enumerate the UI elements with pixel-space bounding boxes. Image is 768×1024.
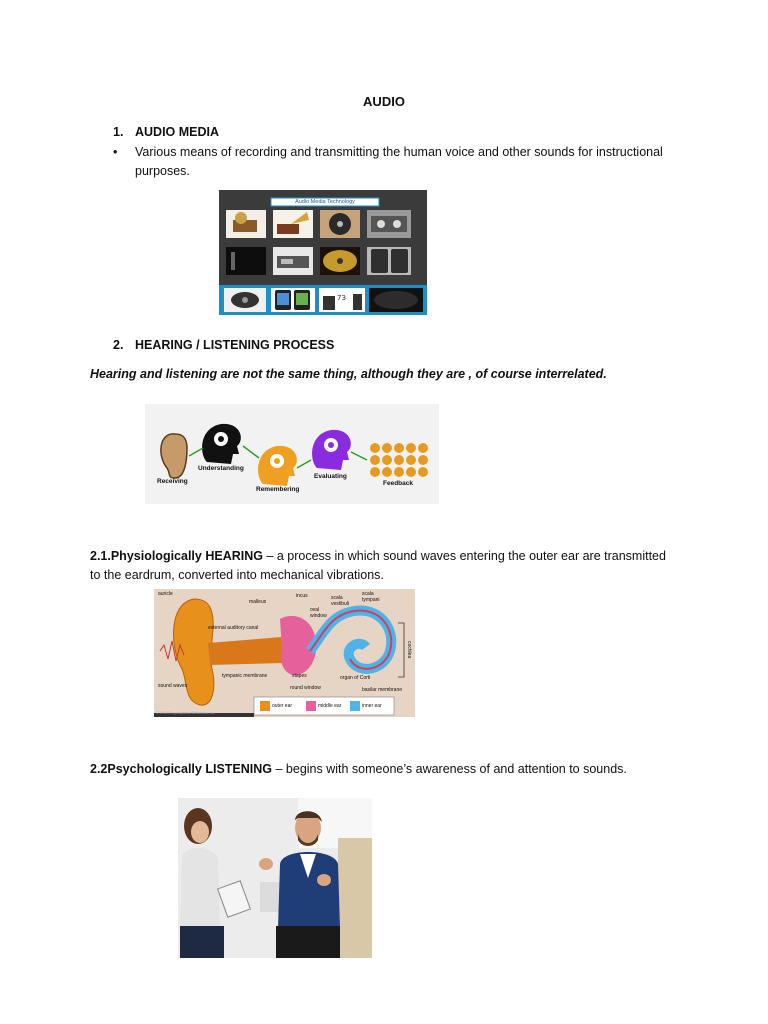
label-evaluating: Evaluating — [314, 473, 347, 480]
audio-media-collage — [219, 190, 427, 315]
label-external-auditory-canal: external auditory canal — [208, 625, 259, 631]
section-2-1-text-cont: to the eardrum, converted into mechanical vibrations. — [90, 568, 384, 582]
label-sound-waves: sound waves — [158, 683, 188, 689]
label-oval-window: oval window — [310, 607, 327, 619]
page-title: AUDIO — [363, 94, 405, 109]
section-1-bullet — [113, 143, 713, 162]
section-2-2-text: – begins with someone’s awareness of and attention to sounds. — [272, 762, 627, 776]
legend-outer-ear-swatch — [260, 701, 270, 711]
label-tympanic-membrane: tympanic membrane — [222, 673, 268, 679]
section-1-heading — [113, 125, 219, 139]
legend-middle-ear: middle ear — [318, 703, 342, 709]
legend-inner-ear: inner ear — [362, 703, 382, 709]
section-2-1-text: – a process in which sound waves entering the outer ear are transmitted — [262, 549, 666, 563]
legend-middle-ear-swatch — [306, 701, 316, 711]
label-remembering: Remembering — [256, 486, 300, 493]
label-feedback: Feedback — [383, 480, 413, 487]
copyright-text: © 2013 Encyclopaedia Britannica, Inc. — [156, 711, 216, 715]
section-2-2-paragraph — [90, 760, 710, 779]
section-2-number: 2. — [113, 338, 124, 352]
section-2-statement: Hearing and listening are not the same thing, although they are , of course interrelated. — [90, 367, 607, 381]
label-incus: incus — [296, 593, 308, 599]
label-stapes: stapes — [292, 673, 307, 679]
label-round-window: round window — [290, 685, 321, 691]
label-auricle: auricle — [158, 591, 173, 597]
label-cochlea: cochlea — [406, 641, 412, 659]
label-receiving: Receiving — [157, 478, 188, 485]
listening-photo-graphic — [178, 798, 372, 958]
section-1-bullet-cont: purposes. — [135, 164, 190, 178]
legend-inner-ear-swatch — [350, 701, 360, 711]
section-2-title: HEARING / LISTENING PROCESS — [135, 338, 335, 352]
label-scala-tympani: scala tympani — [362, 591, 380, 603]
listening-photo — [178, 798, 372, 958]
section-1-title: AUDIO MEDIA — [135, 125, 220, 139]
label-understanding: Understanding — [198, 465, 244, 472]
label-basilar-membrane: basilar membrane — [362, 687, 403, 693]
ear-icon — [161, 434, 187, 478]
ear-anatomy-diagram — [154, 589, 415, 717]
collage-tile-text: 73 — [337, 294, 346, 302]
label-scala-vestibuli: scala vestibuli — [331, 595, 350, 607]
section-2-1-heading: 2.1.Physiologically HEARING — [90, 549, 263, 563]
label-malleus: malleus — [249, 599, 267, 605]
ear-anatomy-graphic — [154, 589, 415, 717]
listening-process-diagram — [145, 404, 439, 504]
feedback-faces-icon — [370, 443, 428, 477]
section-2-1-paragraph — [90, 547, 710, 566]
bullet-icon: • — [113, 145, 118, 159]
legend-outer-ear: outer ear — [272, 703, 293, 709]
section-1-number: 1. — [113, 125, 124, 139]
label-organ-of-corti: organ of Corti — [340, 675, 371, 681]
section-1-bullet-text: Various means of recording and transmitting the human voice and other sounds for instructional — [135, 145, 663, 159]
section-2-2-heading: 2.2Psychologically LISTENING — [90, 762, 273, 776]
collage-banner-text: Audio Media Technology — [295, 199, 355, 205]
collage-graphic — [219, 190, 427, 315]
section-2-heading — [113, 338, 334, 352]
